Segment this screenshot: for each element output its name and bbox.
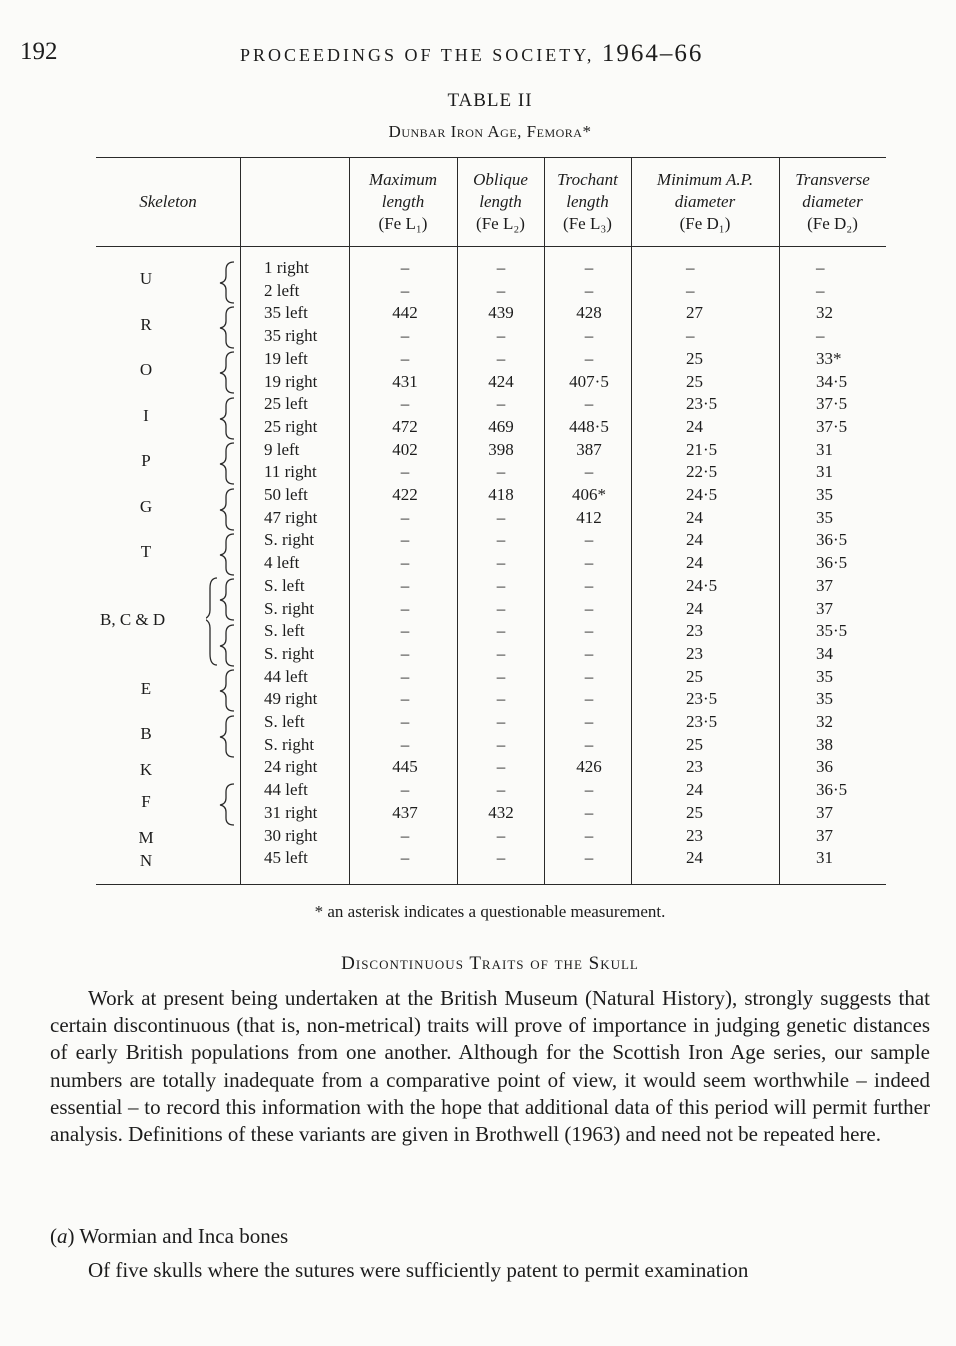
oblique-length-cell: – — [496, 394, 506, 414]
section-heading: Discontinuous Traits of the Skull — [341, 953, 639, 974]
oblique-length-cell: 424 — [488, 371, 514, 391]
table-header-rule — [96, 246, 886, 247]
trochant-length-cell: 428 — [576, 303, 602, 323]
table-row — [96, 530, 886, 553]
transverse-diameter-cell: 36·5 — [816, 780, 848, 800]
side-cell: 50 left — [264, 485, 308, 504]
minimum-diameter-cell: 23 — [686, 643, 703, 663]
trochant-length-cell: 406* — [572, 485, 606, 504]
oblique-length-cell: – — [496, 598, 506, 618]
table-row — [96, 485, 886, 508]
transverse-diameter-cell: 32 — [816, 303, 833, 323]
table-row — [96, 599, 886, 622]
oblique-length-cell: – — [496, 689, 506, 709]
maximum-length-cell: – — [400, 666, 410, 686]
body-paragraph: Work at present being undertaken at the British Museum (Natural History), strongly suggests that certain discontinuous (that is, non-metrical) traits will prove of importance in judging genetic distances of early British populations from one another. Although for the Scottish Iron Age series, our sample numbers are totally inadequate from a comparative point of view, it would seem worthwhile – indeed essential – to record this information with the hope that additional data of this period will permit further analysis. Definitions of these variants are given in Brothwell (1963) and need not be repeated here. — [50, 986, 930, 1147]
table-row — [96, 848, 886, 871]
maximum-length-cell: – — [400, 507, 410, 527]
minimum-diameter-cell: 24 — [686, 598, 703, 618]
side-cell: S. right — [264, 530, 315, 550]
transverse-diameter-cell: 31 — [816, 462, 833, 482]
table-row — [96, 826, 886, 849]
trochant-length-cell: – — [584, 825, 594, 845]
table-row — [96, 394, 886, 417]
trochant-length-cell: – — [584, 689, 594, 709]
trochant-length-cell: – — [584, 280, 594, 300]
trochant-length-cell: – — [584, 553, 594, 573]
trochant-length-cell: – — [584, 666, 594, 686]
maximum-length-cell: – — [400, 326, 410, 346]
side-cell: 45 left — [264, 848, 308, 868]
side-cell: 25 left — [264, 394, 308, 414]
oblique-length-cell: 439 — [488, 303, 514, 323]
oblique-length-cell: – — [496, 621, 506, 641]
minimum-diameter-cell: 23 — [686, 757, 703, 777]
oblique-length-cell: – — [496, 553, 506, 573]
maximum-length-cell: – — [400, 462, 410, 482]
minimum-diameter-cell: 24 — [686, 780, 703, 800]
side-cell: 19 left — [264, 348, 308, 368]
trochant-length-cell: 407·5 — [569, 371, 609, 391]
trochant-length-cell: – — [584, 530, 594, 550]
table-row — [96, 757, 886, 780]
oblique-length-cell: – — [496, 326, 506, 346]
maximum-length-cell: – — [400, 348, 410, 368]
table-row — [96, 644, 886, 667]
skeleton-label: K — [139, 760, 153, 779]
minimum-diameter-cell: 23·5 — [686, 689, 718, 709]
maximum-length-cell: 437 — [392, 802, 418, 822]
maximum-length-cell: 472 — [392, 416, 418, 436]
minimum-diameter-cell: 25 — [686, 666, 703, 686]
side-cell: 24 right — [264, 757, 318, 777]
oblique-length-cell: – — [496, 712, 506, 731]
transverse-diameter-cell: – — [816, 326, 825, 346]
skeleton-label: G — [139, 497, 153, 516]
table-row — [96, 689, 886, 712]
minimum-diameter-cell: 24 — [686, 530, 703, 550]
table-bottom-rule — [96, 884, 886, 885]
minimum-diameter-cell: – — [686, 258, 695, 277]
skeleton-label: T — [140, 542, 152, 561]
maximum-length-cell: 442 — [392, 303, 418, 323]
header-trochant-length: Trochant length (Fe L₃) — [557, 170, 618, 233]
side-cell: S. left — [264, 712, 305, 731]
oblique-length-cell: – — [496, 757, 506, 777]
minimum-diameter-cell: 25 — [686, 371, 703, 391]
transverse-diameter-cell: 36 — [816, 757, 833, 777]
transverse-diameter-cell: 35 — [816, 666, 833, 686]
minimum-diameter-cell: 24 — [686, 416, 703, 436]
side-cell: 30 right — [264, 825, 318, 845]
skeleton-label: I — [143, 406, 149, 425]
trochant-length-cell: – — [584, 643, 594, 663]
transverse-diameter-cell: 32 — [816, 712, 833, 731]
trochant-length-cell: 448·5 — [569, 416, 609, 436]
table-row — [96, 735, 886, 758]
trochant-length-cell: – — [584, 462, 594, 482]
trochant-length-cell: – — [584, 575, 594, 595]
body-paragraph-continued: Of five skulls where the sutures were sufficiently patent to permit examination — [88, 1258, 749, 1282]
maximum-length-cell: – — [400, 848, 410, 868]
side-cell: 35 left — [264, 303, 308, 323]
maximum-length-cell: – — [400, 280, 410, 300]
side-cell: 31 right — [264, 802, 318, 822]
table-row — [96, 553, 886, 576]
trochant-length-cell: 426 — [576, 757, 602, 777]
transverse-diameter-cell: 33* — [816, 348, 842, 368]
side-cell: 11 right — [264, 462, 317, 482]
maximum-length-cell: – — [400, 780, 410, 800]
skeleton-label: R — [140, 315, 152, 334]
oblique-length-cell: – — [496, 348, 506, 368]
table-row — [96, 303, 886, 326]
table-title: TABLE II — [447, 90, 533, 111]
oblique-length-cell: – — [496, 666, 506, 686]
maximum-length-cell: 402 — [392, 439, 418, 459]
table-row — [96, 372, 886, 395]
side-cell: 47 right — [264, 507, 318, 527]
trochant-length-cell: – — [584, 258, 594, 277]
trochant-length-cell: – — [584, 780, 594, 800]
minimum-diameter-cell: 24·5 — [686, 575, 718, 595]
oblique-length-cell: – — [496, 825, 506, 845]
minimum-diameter-cell: 27 — [686, 303, 703, 323]
side-cell: S. left — [264, 621, 305, 641]
trochant-length-cell: 412 — [576, 507, 602, 527]
trochant-length-cell: 387 — [576, 439, 602, 459]
transverse-diameter-cell: 37 — [816, 825, 833, 845]
oblique-length-cell: – — [496, 643, 506, 663]
transverse-diameter-cell: 36·5 — [816, 530, 848, 550]
table-row — [96, 576, 886, 599]
minimum-diameter-cell: 21·5 — [686, 439, 718, 459]
side-cell: S. right — [264, 734, 315, 754]
skeleton-label: O — [139, 360, 153, 379]
trochant-length-cell: – — [584, 598, 594, 618]
side-cell: 25 right — [264, 416, 318, 436]
table-row — [96, 621, 886, 644]
header-skeleton: Skeleton — [139, 192, 197, 211]
minimum-diameter-cell: 23·5 — [686, 712, 718, 731]
side-cell: 2 left — [264, 280, 300, 300]
table-subtitle: Dunbar Iron Age, Femora* — [388, 122, 592, 141]
oblique-length-cell: – — [496, 280, 506, 300]
transverse-diameter-cell: 35·5 — [816, 621, 848, 641]
table-row — [96, 667, 886, 690]
table-row — [96, 281, 886, 304]
side-cell: 9 left — [264, 439, 300, 459]
skeleton-label: P — [141, 451, 151, 470]
minimum-diameter-cell: 23 — [686, 621, 703, 641]
trochant-length-cell: – — [584, 802, 594, 822]
oblique-length-cell: – — [496, 462, 506, 482]
maximum-length-cell: 422 — [392, 485, 418, 504]
table-row — [96, 462, 886, 485]
running-head-years: 1964–66 — [601, 40, 704, 67]
maximum-length-cell: – — [400, 575, 410, 595]
subsection-heading: (a) Wormian and Inca bones — [50, 1224, 289, 1248]
skeleton-label: B, C & D — [100, 610, 166, 629]
oblique-length-cell: 432 — [488, 802, 514, 822]
minimum-diameter-cell: 24 — [686, 507, 703, 527]
table-row — [96, 349, 886, 372]
transverse-diameter-cell: 37 — [816, 598, 833, 618]
minimum-diameter-cell: – — [686, 280, 695, 300]
skeleton-label: M — [138, 828, 154, 847]
header-oblique-length: Oblique length (Fe L₂) — [473, 170, 528, 233]
page-number: 192 — [20, 38, 58, 65]
trochant-length-cell: – — [584, 621, 594, 641]
trochant-length-cell: – — [584, 348, 594, 368]
header-minimum-ap-diameter: Minimum A.P. diameter (Fe D₁) — [656, 170, 754, 233]
minimum-diameter-cell: 23 — [686, 825, 703, 845]
transverse-diameter-cell: 37·5 — [816, 394, 848, 414]
oblique-length-cell: – — [496, 507, 506, 527]
transverse-diameter-cell: 38 — [816, 734, 833, 754]
oblique-length-cell: – — [496, 530, 506, 550]
trochant-length-cell: – — [584, 394, 594, 414]
transverse-diameter-cell: 31 — [816, 439, 833, 459]
table-row — [96, 326, 886, 349]
maximum-length-cell: 445 — [392, 757, 418, 777]
minimum-diameter-cell: 25 — [686, 734, 703, 754]
side-cell: 44 left — [264, 780, 308, 800]
maximum-length-cell: – — [400, 553, 410, 573]
side-cell: 49 right — [264, 689, 318, 709]
maximum-length-cell: – — [400, 598, 410, 618]
table-row — [96, 440, 886, 463]
side-cell: 19 right — [264, 371, 318, 391]
transverse-diameter-cell: 35 — [816, 485, 833, 504]
maximum-length-cell: – — [400, 530, 410, 550]
oblique-length-cell: – — [496, 258, 506, 277]
maximum-length-cell: – — [400, 689, 410, 709]
transverse-diameter-cell: 35 — [816, 689, 833, 709]
skeleton-label: N — [139, 851, 153, 870]
table-row — [96, 803, 886, 826]
running-head-title: PROCEEDINGS OF THE SOCIETY, — [240, 45, 595, 65]
minimum-diameter-cell: 22·5 — [686, 462, 718, 482]
trochant-length-cell: – — [584, 734, 594, 754]
oblique-length-cell: 398 — [488, 439, 514, 459]
side-cell: S. left — [264, 575, 305, 595]
header-transverse-diameter: Transverse diameter (Fe D₂) — [795, 170, 870, 233]
transverse-diameter-cell: 37 — [816, 802, 833, 822]
side-cell: S. right — [264, 643, 315, 663]
skeleton-label: F — [141, 792, 151, 811]
minimum-diameter-cell: 23·5 — [686, 394, 718, 414]
header-maximum-length: Maximum length (Fe L₁) — [369, 170, 437, 233]
side-cell: 35 right — [264, 326, 318, 346]
maximum-length-cell: 431 — [392, 371, 418, 391]
maximum-length-cell: – — [400, 394, 410, 414]
minimum-diameter-cell: 25 — [686, 348, 703, 368]
oblique-length-cell: 418 — [488, 485, 514, 504]
side-cell: 4 left — [264, 553, 300, 573]
table-row — [96, 258, 886, 281]
table-row — [96, 712, 886, 735]
maximum-length-cell: – — [400, 643, 410, 663]
side-cell: 1 right — [264, 258, 309, 277]
transverse-diameter-cell: 36·5 — [816, 553, 848, 573]
table-footnote: * an asterisk indicates a questionable measurement. — [314, 902, 666, 921]
side-cell: S. right — [264, 598, 315, 618]
maximum-length-cell: – — [400, 712, 410, 731]
table-top-rule — [96, 157, 886, 158]
maximum-length-cell: – — [400, 621, 410, 641]
minimum-diameter-cell: 25 — [686, 802, 703, 822]
table-row — [96, 508, 886, 531]
minimum-diameter-cell: – — [686, 326, 695, 346]
oblique-length-cell: – — [496, 780, 506, 800]
oblique-length-cell: – — [496, 575, 506, 595]
transverse-diameter-cell: 35 — [816, 507, 833, 527]
skeleton-label: B — [140, 724, 152, 743]
transverse-diameter-cell: 37·5 — [816, 416, 848, 436]
trochant-length-cell: – — [584, 326, 594, 346]
side-cell: 44 left — [264, 666, 308, 686]
maximum-length-cell: – — [400, 258, 410, 277]
minimum-diameter-cell: 24 — [686, 848, 703, 868]
trochant-length-cell: – — [584, 848, 594, 868]
minimum-diameter-cell: 24 — [686, 553, 703, 573]
skeleton-label: E — [140, 679, 152, 698]
transverse-diameter-cell: 34 — [816, 643, 833, 663]
transverse-diameter-cell: 34·5 — [816, 371, 848, 391]
trochant-length-cell: – — [584, 712, 594, 731]
transverse-diameter-cell: – — [816, 280, 825, 300]
minimum-diameter-cell: 24·5 — [686, 485, 718, 504]
transverse-diameter-cell: 37 — [816, 575, 833, 595]
transverse-diameter-cell: – — [816, 258, 825, 277]
transverse-diameter-cell: 31 — [816, 848, 833, 868]
table-row — [96, 780, 886, 803]
maximum-length-cell: – — [400, 734, 410, 754]
table-row — [96, 417, 886, 440]
subsection-title: Wormian and Inca bones — [79, 1224, 289, 1248]
oblique-length-cell: – — [496, 734, 506, 754]
maximum-length-cell: – — [400, 825, 410, 845]
oblique-length-cell: – — [496, 848, 506, 868]
running-head — [240, 40, 703, 68]
oblique-length-cell: 469 — [488, 416, 514, 436]
skeleton-label: U — [139, 269, 153, 288]
